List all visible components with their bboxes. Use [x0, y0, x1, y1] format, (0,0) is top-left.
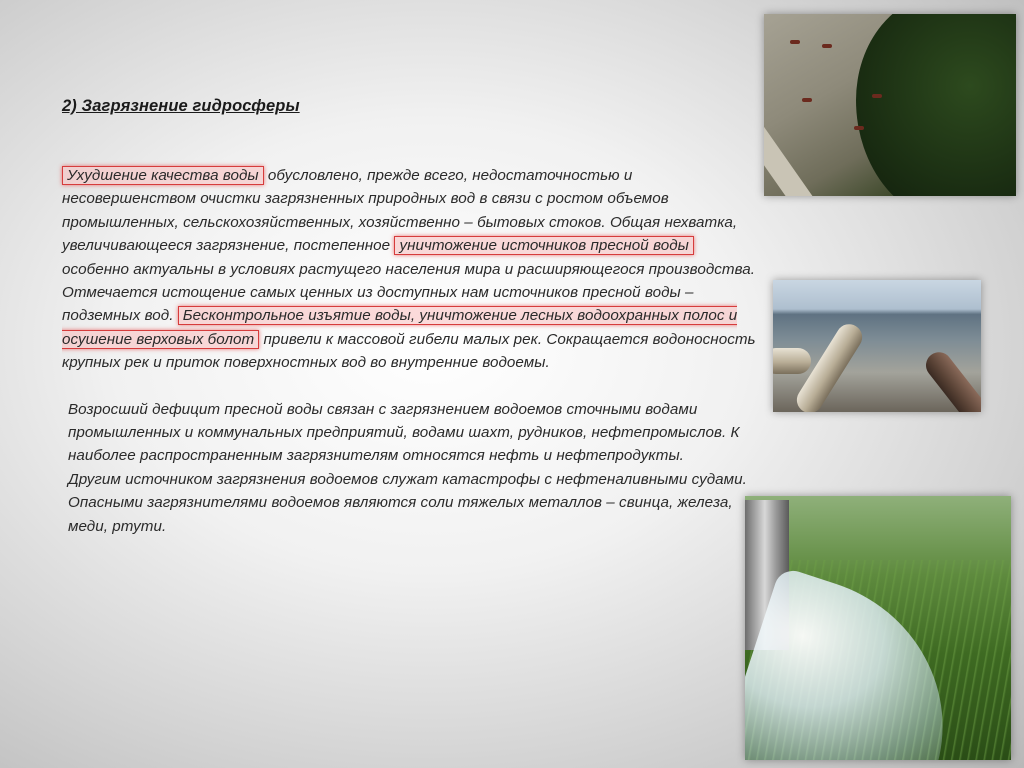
text-segment-2: особенно актуальны в условиях растущего населения мира и расширяющегося производства. Отмечается истощение самых ценных из доступных нам источников пресной воды – подземных вод. [62, 260, 756, 325]
litter-piece [822, 44, 832, 48]
discharge-pipe-photo [745, 496, 1011, 760]
text-segment-1: обусловлено, прежде всего, недостаточностью и несовершенством очистки загрязненных природных вод в связи с ростом объемов промышленных, сельскохозяйственных, хозяйственно – бытовых стоков. Общая нехватка, увеличивающееся загрязнение, постепенное [62, 167, 738, 255]
paragraph-freshwater-deficit: Возросший дефицит пресной воды связан с загрязнением водоемов сточными водами промышленных и коммунальных предприятий, водами шахт, рудников, нефтепромыслов. К наиболее распространенным загрязнителям относятся нефть и нефтепродукты. [68, 400, 740, 465]
litter-piece [854, 126, 864, 130]
highlight-water-quality: Ухудшение качества воды [62, 166, 264, 185]
highlight-freshwater-sources: уничтожение источников пресной воды [394, 236, 693, 255]
paragraph-tanker-disasters: Другим источником загрязнения водоемов служат катастрофы с нефтеналивными судами. [68, 470, 747, 488]
litter-piece [790, 40, 800, 44]
text-segment-3: привели к массовой гибели малых рек. Сокращается водоносность крупных рек и приток поверхностных вод во внутренние водоемы. [62, 330, 756, 372]
litter-piece [802, 98, 812, 102]
paragraph-water-quality [62, 164, 762, 375]
slide-title: 2) Загрязнение гидросферы [62, 97, 300, 115]
highlight-uncontrolled-withdrawal: Бесконтрольное изъятие воды, уничтожение лесных водоохранных полос и осушение верховых болот [62, 307, 738, 348]
body-text [62, 164, 762, 538]
dark-water-area [856, 14, 1016, 196]
polluted-shore-photo [764, 14, 1016, 196]
concrete-curb [764, 84, 837, 196]
pipe-left [773, 348, 811, 374]
litter-piece [872, 94, 882, 98]
paragraph-heavy-metals: Опасными загрязнителями водоемов являются соли тяжелых металлов – свинца, железа, меди, ртути. [68, 494, 733, 535]
sea-pipes-photo [773, 280, 981, 412]
pipe-right [921, 347, 981, 412]
